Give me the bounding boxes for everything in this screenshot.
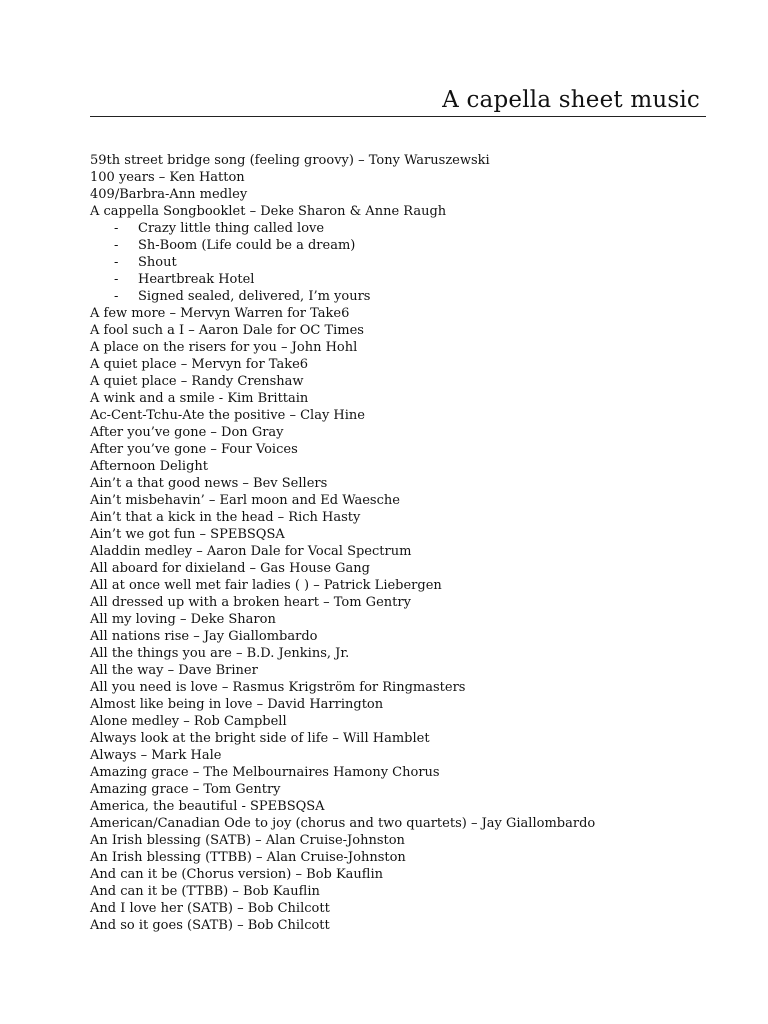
entry-text: A fool such a I – Aaron Dale for OC Times xyxy=(90,323,364,338)
entry-text: After you’ve gone – Four Voices xyxy=(90,442,298,457)
list-item xyxy=(90,917,730,934)
list-item xyxy=(90,492,730,509)
entry-text: A few more – Mervyn Warren for Take6 xyxy=(90,306,350,321)
entry-text: An Irish blessing (SATB) – Alan Cruise-Johnston xyxy=(90,833,405,848)
list-item xyxy=(90,645,730,662)
entry-text: And I love her (SATB) – Bob Chilcott xyxy=(90,901,330,916)
entry-text: And so it goes (SATB) – Bob Chilcott xyxy=(90,918,330,933)
bullet-dash: - xyxy=(114,272,119,287)
page-header xyxy=(90,86,706,117)
entry-text: Crazy little thing called love xyxy=(138,221,325,236)
list-item xyxy=(90,798,730,815)
entry-text: All the things you are – B.D. Jenkins, Jr. xyxy=(90,646,350,661)
list-item xyxy=(90,713,730,730)
list-item xyxy=(90,441,730,458)
list-item xyxy=(90,560,730,577)
list-item xyxy=(90,509,730,526)
entry-text: 409/Barbra-Ann medley xyxy=(90,187,248,202)
entry-text: All the way – Dave Briner xyxy=(90,663,258,678)
list-item xyxy=(90,186,730,203)
list-item xyxy=(90,900,730,917)
entry-text: Ain’t misbehavin’ – Earl moon and Ed Waesche xyxy=(90,493,400,508)
list-item xyxy=(90,203,730,220)
list-item xyxy=(90,628,730,645)
list-item xyxy=(90,849,730,866)
list-item xyxy=(90,781,730,798)
list-item xyxy=(90,866,730,883)
list-item xyxy=(90,322,730,339)
list-item xyxy=(90,662,730,679)
bullet-dash: - xyxy=(114,238,119,253)
list-item xyxy=(90,611,730,628)
list-item xyxy=(90,696,730,713)
list-item xyxy=(90,764,730,781)
entry-text: All nations rise – Jay Giallombardo xyxy=(90,629,318,644)
list-item xyxy=(90,152,730,169)
list-item xyxy=(90,305,730,322)
entry-text: Amazing grace – Tom Gentry xyxy=(90,782,281,797)
entry-text: A quiet place – Mervyn for Take6 xyxy=(90,357,309,372)
entry-text: Ain’t that a kick in the head – Rich Hasty xyxy=(90,510,361,525)
entry-text: And can it be (Chorus version) – Bob Kauflin xyxy=(90,867,384,882)
entry-text: A place on the risers for you – John Hohl xyxy=(90,340,358,355)
entry-text: All aboard for dixieland – Gas House Gang xyxy=(90,561,370,576)
list-item xyxy=(90,458,730,475)
list-item xyxy=(90,339,730,356)
list-item xyxy=(90,730,730,747)
entry-text: American/Canadian Ode to joy (chorus and two quartets) – Jay Giallombardo xyxy=(90,816,596,831)
page-title: A capella sheet music xyxy=(442,87,700,113)
entry-text: All you need is love – Rasmus Krigström for Ringmasters xyxy=(90,680,466,695)
list-item xyxy=(90,577,730,594)
entry-text: Heartbreak Hotel xyxy=(138,272,255,287)
bullet-dash: - xyxy=(114,221,119,236)
sub-list-item xyxy=(90,220,730,237)
bullet-dash: - xyxy=(114,289,119,304)
entry-text: A cappella Songbooklet – Deke Sharon & Anne Raugh xyxy=(90,204,447,219)
entry-text: Always look at the bright side of life – Will Hamblet xyxy=(90,731,430,746)
list-item xyxy=(90,373,730,390)
list-item xyxy=(90,815,730,832)
list-item xyxy=(90,543,730,560)
bullet-dash: - xyxy=(114,255,119,270)
list-item xyxy=(90,832,730,849)
sub-list-item xyxy=(90,288,730,305)
sub-list-item xyxy=(90,271,730,288)
list-item xyxy=(90,356,730,373)
entry-text: Sh-Boom (Life could be a dream) xyxy=(138,238,356,253)
entry-text: Aladdin medley – Aaron Dale for Vocal Spectrum xyxy=(90,544,412,559)
entry-text: Signed sealed, delivered, I’m yours xyxy=(138,289,371,304)
entry-text: A quiet place – Randy Crenshaw xyxy=(90,374,304,389)
entry-text: Ain’t a that good news – Bev Sellers xyxy=(90,476,328,491)
entry-text: After you’ve gone – Don Gray xyxy=(90,425,284,440)
entry-text: All at once well met fair ladies ( ) – Patrick Liebergen xyxy=(90,578,442,593)
entry-text: Afternoon Delight xyxy=(90,459,208,474)
entry-text: A wink and a smile - Kim Brittain xyxy=(90,391,309,406)
sub-list-item xyxy=(90,237,730,254)
entry-text: Always – Mark Hale xyxy=(90,748,222,763)
sub-list-item xyxy=(90,254,730,271)
list-item xyxy=(90,169,730,186)
entry-text: Shout xyxy=(138,255,177,270)
entry-text: All dressed up with a broken heart – Tom Gentry xyxy=(90,595,411,610)
entry-text: An Irish blessing (TTBB) – Alan Cruise-Johnston xyxy=(90,850,406,865)
list-item xyxy=(90,407,730,424)
list-item xyxy=(90,475,730,492)
list-item xyxy=(90,747,730,764)
list-item xyxy=(90,679,730,696)
entry-text: Alone medley – Rob Campbell xyxy=(90,714,287,729)
entry-text: 100 years – Ken Hatton xyxy=(90,170,245,185)
entry-text: Almost like being in love – David Harrington xyxy=(90,697,384,712)
entry-text: Amazing grace – The Melbournaires Hamony Chorus xyxy=(90,765,440,780)
list-item xyxy=(90,526,730,543)
entry-text: Ac-Cent-Tchu-Ate the positive – Clay Hine xyxy=(90,408,365,423)
list-item xyxy=(90,883,730,900)
entry-text: All my loving – Deke Sharon xyxy=(90,612,276,627)
list-item xyxy=(90,424,730,441)
entry-text: Ain’t we got fun – SPEBSQSA xyxy=(90,527,285,542)
entry-text: 59th street bridge song (feeling groovy) – Tony Waruszewski xyxy=(90,153,490,168)
entry-text: And can it be (TTBB) – Bob Kauflin xyxy=(90,884,320,899)
sheet-music-list xyxy=(90,152,730,934)
list-item xyxy=(90,390,730,407)
list-item xyxy=(90,594,730,611)
entry-text: America, the beautiful - SPEBSQSA xyxy=(90,799,325,814)
